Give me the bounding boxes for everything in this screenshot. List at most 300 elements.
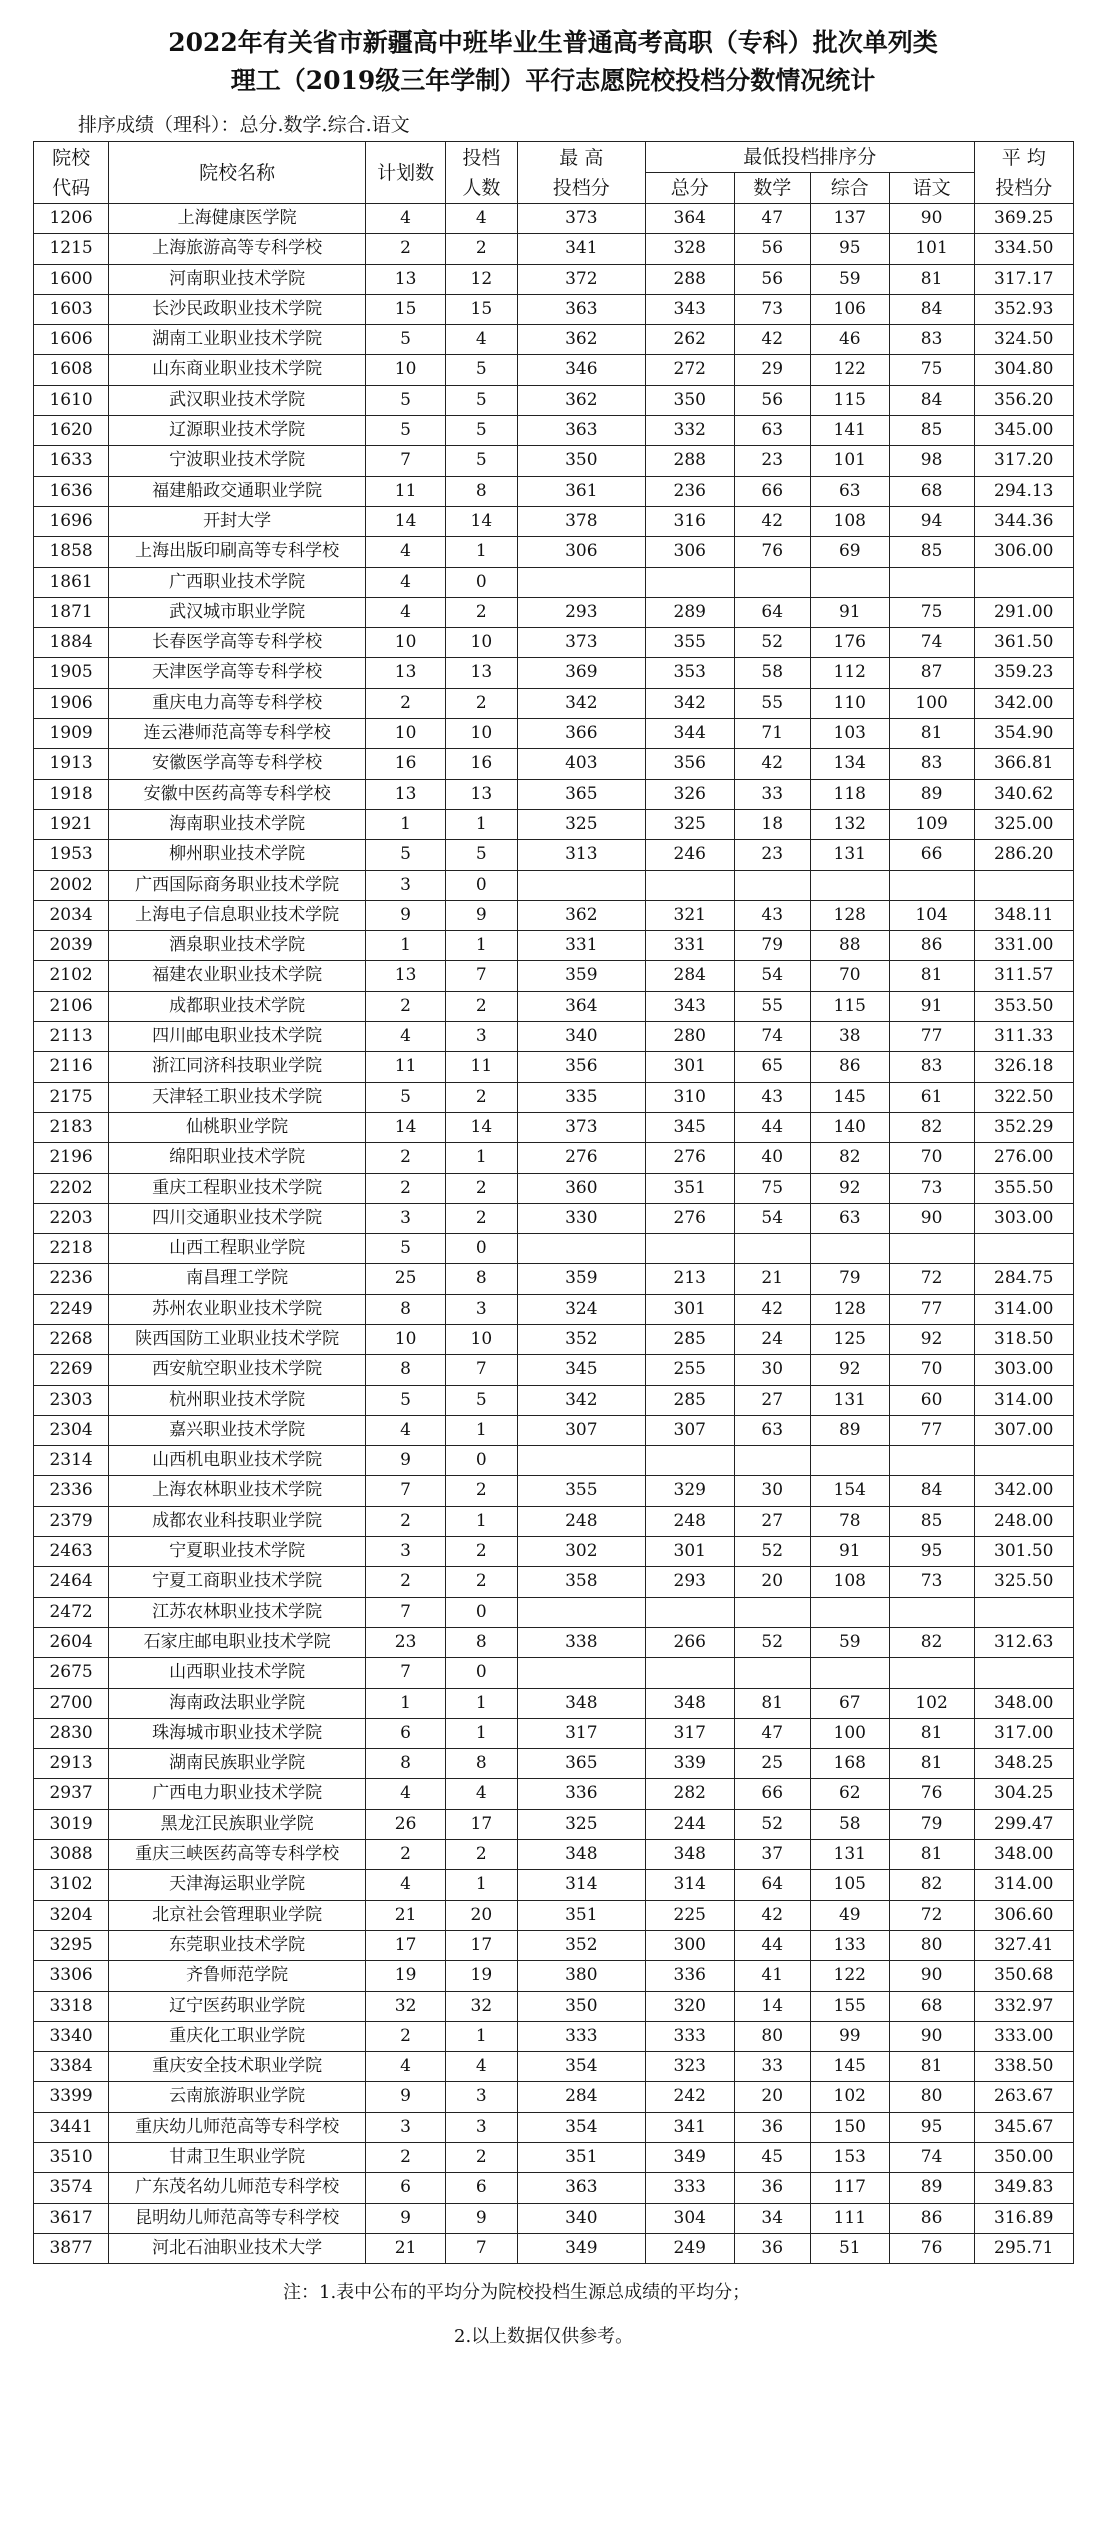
cell-avg: 350.00 (974, 2143, 1073, 2173)
table-row (34, 1870, 1074, 1900)
cell-plan: 2 (366, 1567, 446, 1597)
cell-total: 333 (646, 2173, 734, 2203)
cell-chinese: 61 (889, 1082, 974, 1112)
cell-math: 20 (734, 2082, 810, 2112)
cell-math: 23 (734, 840, 810, 870)
cell-name: 辽宁医药职业学院 (109, 1991, 366, 2021)
cell-admitted: 10 (446, 1324, 518, 1354)
cell-total: 304 (646, 2203, 734, 2233)
cell-avg: 263.67 (974, 2082, 1073, 2112)
cell-max: 293 (517, 597, 645, 627)
cell-name: 广西国际商务职业技术学院 (109, 870, 366, 900)
table-row (34, 1022, 1074, 1052)
cell-total: 285 (646, 1324, 734, 1354)
cell-avg (974, 870, 1073, 900)
cell-name: 开封大学 (109, 506, 366, 536)
cell-name: 甘肃卫生职业学院 (109, 2143, 366, 2173)
cell-plan: 6 (366, 1718, 446, 1748)
cell-max: 345 (517, 1355, 645, 1385)
cell-max: 359 (517, 961, 645, 991)
cell-max: 335 (517, 1082, 645, 1112)
cell-code: 3510 (34, 2143, 109, 2173)
cell-max: 306 (517, 537, 645, 567)
cell-name: 珠海城市职业技术学院 (109, 1718, 366, 1748)
cell-math: 56 (734, 234, 810, 264)
cell-avg: 306.60 (974, 1900, 1073, 1930)
cell-math: 55 (734, 991, 810, 1021)
cell-comp: 115 (810, 385, 889, 415)
cell-avg: 299.47 (974, 1809, 1073, 1839)
cell-code: 2039 (34, 931, 109, 961)
header-code-line2: 代码 (52, 176, 91, 199)
cell-total: 348 (646, 1840, 734, 1870)
cell-chinese: 80 (889, 1930, 974, 1960)
cell-avg: 312.63 (974, 1627, 1073, 1657)
cell-chinese: 70 (889, 1143, 974, 1173)
cell-code: 2463 (34, 1537, 109, 1567)
cell-max: 369 (517, 658, 645, 688)
table-row (34, 900, 1074, 930)
cell-code: 2379 (34, 1506, 109, 1536)
cell-max: 325 (517, 809, 645, 839)
cell-comp: 145 (810, 1082, 889, 1112)
cell-math: 75 (734, 1173, 810, 1203)
cell-admitted: 7 (446, 1355, 518, 1385)
cell-name: 西安航空职业技术学院 (109, 1355, 366, 1385)
cell-plan: 4 (366, 597, 446, 627)
cell-comp: 115 (810, 991, 889, 1021)
cell-total: 244 (646, 1809, 734, 1839)
cell-admitted: 5 (446, 355, 518, 385)
cell-avg: 369.25 (974, 204, 1073, 234)
cell-math: 63 (734, 416, 810, 446)
header-max-line2: 投档分 (552, 176, 610, 199)
cell-avg: 291.00 (974, 597, 1073, 627)
cell-comp: 101 (810, 446, 889, 476)
cell-code: 3574 (34, 2173, 109, 2203)
cell-max (517, 1446, 645, 1476)
cell-name: 石家庄邮电职业技术学院 (109, 1627, 366, 1657)
cell-avg: 311.33 (974, 1022, 1073, 1052)
cell-chinese: 83 (889, 1052, 974, 1082)
cell-math: 79 (734, 931, 810, 961)
cell-chinese: 80 (889, 2082, 974, 2112)
cell-comp: 62 (810, 1779, 889, 1809)
cell-total: 276 (646, 1143, 734, 1173)
cell-plan: 23 (366, 1627, 446, 1657)
cell-max: 338 (517, 1627, 645, 1657)
cell-plan: 2 (366, 2143, 446, 2173)
cell-avg: 295.71 (974, 2233, 1073, 2263)
cell-admitted: 1 (446, 1506, 518, 1536)
cell-total (646, 870, 734, 900)
cell-max: 363 (517, 294, 645, 324)
cell-code: 3877 (34, 2233, 109, 2263)
cell-chinese: 74 (889, 2143, 974, 2173)
table-row (34, 1779, 1074, 1809)
cell-max: 330 (517, 1203, 645, 1233)
cell-name: 武汉职业技术学院 (109, 385, 366, 415)
table-row (34, 1809, 1074, 1839)
cell-math: 21 (734, 1264, 810, 1294)
cell-chinese: 73 (889, 1173, 974, 1203)
cell-comp: 38 (810, 1022, 889, 1052)
cell-admitted: 8 (446, 476, 518, 506)
cell-comp: 58 (810, 1809, 889, 1839)
cell-math: 20 (734, 1567, 810, 1597)
cell-plan: 5 (366, 416, 446, 446)
cell-total: 336 (646, 1961, 734, 1991)
cell-code: 1858 (34, 537, 109, 567)
cell-plan: 2 (366, 991, 446, 1021)
cell-code: 2304 (34, 1415, 109, 1445)
cell-name: 海南职业技术学院 (109, 809, 366, 839)
table-row (34, 1961, 1074, 1991)
header-max (517, 142, 645, 204)
cell-avg: 359.23 (974, 658, 1073, 688)
cell-chinese: 81 (889, 2052, 974, 2082)
cell-max: 361 (517, 476, 645, 506)
cell-total: 266 (646, 1627, 734, 1657)
cell-chinese: 76 (889, 2233, 974, 2263)
cell-math: 65 (734, 1052, 810, 1082)
cell-total: 288 (646, 446, 734, 476)
table-row (34, 688, 1074, 718)
cell-total: 249 (646, 2233, 734, 2263)
cell-admitted: 6 (446, 2173, 518, 2203)
table-row (34, 446, 1074, 476)
cell-total: 356 (646, 749, 734, 779)
cell-plan: 3 (366, 2112, 446, 2142)
cell-math: 47 (734, 1718, 810, 1748)
cell-name: 天津海运职业学院 (109, 1870, 366, 1900)
table-row (34, 1234, 1074, 1264)
cell-chinese: 89 (889, 779, 974, 809)
cell-comp: 92 (810, 1173, 889, 1203)
cell-name: 云南旅游职业学院 (109, 2082, 366, 2112)
cell-admitted: 8 (446, 1749, 518, 1779)
cell-total: 248 (646, 1506, 734, 1536)
cell-code: 2175 (34, 1082, 109, 1112)
cell-admitted: 5 (446, 446, 518, 476)
cell-avg: 276.00 (974, 1143, 1073, 1173)
cell-max: 248 (517, 1506, 645, 1536)
cell-plan: 7 (366, 1597, 446, 1627)
cell-max: 346 (517, 355, 645, 385)
table-row (34, 537, 1074, 567)
cell-total: 348 (646, 1688, 734, 1718)
cell-math: 47 (734, 204, 810, 234)
cell-total: 293 (646, 1567, 734, 1597)
cell-code: 3384 (34, 2052, 109, 2082)
cell-plan: 8 (366, 1749, 446, 1779)
cell-comp: 78 (810, 1506, 889, 1536)
cell-admitted: 3 (446, 2112, 518, 2142)
cell-admitted: 9 (446, 900, 518, 930)
cell-avg: 342.00 (974, 1476, 1073, 1506)
cell-avg: 327.41 (974, 1930, 1073, 1960)
cell-avg: 303.00 (974, 1355, 1073, 1385)
cell-code: 2102 (34, 961, 109, 991)
cell-code: 2303 (34, 1385, 109, 1415)
cell-admitted: 1 (446, 1143, 518, 1173)
cell-code: 2830 (34, 1718, 109, 1748)
cell-admitted: 1 (446, 809, 518, 839)
cell-code: 2183 (34, 1112, 109, 1142)
cell-avg: 342.00 (974, 688, 1073, 718)
cell-avg: 326.18 (974, 1052, 1073, 1082)
cell-comp: 59 (810, 264, 889, 294)
cell-name: 上海健康医学院 (109, 204, 366, 234)
cell-math (734, 1658, 810, 1688)
cell-chinese: 81 (889, 719, 974, 749)
cell-chinese: 68 (889, 1991, 974, 2021)
header-avg-line1: 平 均 (1001, 146, 1046, 169)
cell-code: 2269 (34, 1355, 109, 1385)
cell-chinese (889, 870, 974, 900)
cell-name: 海南政法职业学院 (109, 1688, 366, 1718)
cell-math: 14 (734, 1991, 810, 2021)
cell-avg: 349.83 (974, 2173, 1073, 2203)
cell-name: 浙江同济科技职业学院 (109, 1052, 366, 1082)
cell-plan: 15 (366, 294, 446, 324)
cell-chinese: 60 (889, 1385, 974, 1415)
cell-avg: 352.93 (974, 294, 1073, 324)
table-row (34, 1658, 1074, 1688)
cell-admitted: 2 (446, 1203, 518, 1233)
cell-avg: 248.00 (974, 1506, 1073, 1536)
cell-code: 2113 (34, 1022, 109, 1052)
table-row (34, 719, 1074, 749)
cell-max: 284 (517, 2082, 645, 2112)
cell-chinese: 90 (889, 1961, 974, 1991)
cell-comp: 128 (810, 900, 889, 930)
cell-code: 1215 (34, 234, 109, 264)
cell-plan: 2 (366, 1143, 446, 1173)
table-row (34, 1203, 1074, 1233)
cell-total: 364 (646, 204, 734, 234)
cell-code: 2464 (34, 1567, 109, 1597)
cell-math: 71 (734, 719, 810, 749)
cell-admitted: 10 (446, 628, 518, 658)
cell-max: 372 (517, 264, 645, 294)
cell-max: 350 (517, 446, 645, 476)
cell-avg: 325.00 (974, 809, 1073, 839)
cell-plan: 11 (366, 1052, 446, 1082)
cell-plan: 5 (366, 1385, 446, 1415)
cell-avg: 366.81 (974, 749, 1073, 779)
cell-admitted: 10 (446, 719, 518, 749)
cell-max: 362 (517, 385, 645, 415)
cell-code: 2202 (34, 1173, 109, 1203)
cell-code: 1871 (34, 597, 109, 627)
cell-comp: 145 (810, 2052, 889, 2082)
cell-math (734, 567, 810, 597)
cell-chinese: 84 (889, 294, 974, 324)
cell-max: 363 (517, 2173, 645, 2203)
cell-comp: 88 (810, 931, 889, 961)
cell-comp: 131 (810, 1385, 889, 1415)
cell-plan: 4 (366, 1022, 446, 1052)
table-row (34, 658, 1074, 688)
header-chinese: 语文 (889, 173, 974, 204)
cell-total: 328 (646, 234, 734, 264)
cell-total: 310 (646, 1082, 734, 1112)
cell-chinese: 89 (889, 2173, 974, 2203)
table-row (34, 870, 1074, 900)
cell-avg: 317.17 (974, 264, 1073, 294)
cell-math: 54 (734, 961, 810, 991)
cell-code: 1884 (34, 628, 109, 658)
table-row (34, 2143, 1074, 2173)
cell-avg: 311.57 (974, 961, 1073, 991)
cell-avg: 325.50 (974, 1567, 1073, 1597)
table-body (34, 204, 1074, 2264)
cell-chinese: 91 (889, 991, 974, 1021)
cell-math: 63 (734, 1415, 810, 1445)
cell-comp: 49 (810, 1900, 889, 1930)
cell-admitted: 1 (446, 1688, 518, 1718)
cell-admitted: 17 (446, 1809, 518, 1839)
cell-admitted: 1 (446, 2021, 518, 2051)
cell-max: 378 (517, 506, 645, 536)
cell-chinese: 94 (889, 506, 974, 536)
cell-chinese: 81 (889, 961, 974, 991)
cell-avg (974, 1597, 1073, 1627)
cell-plan: 13 (366, 264, 446, 294)
cell-avg: 294.13 (974, 476, 1073, 506)
table-row (34, 1476, 1074, 1506)
cell-math: 40 (734, 1143, 810, 1173)
cell-math: 30 (734, 1355, 810, 1385)
cell-code: 2314 (34, 1446, 109, 1476)
cell-code: 2336 (34, 1476, 109, 1506)
cell-code: 1696 (34, 506, 109, 536)
table-row (34, 355, 1074, 385)
cell-name: 酒泉职业技术学院 (109, 931, 366, 961)
cell-admitted: 8 (446, 1264, 518, 1294)
cell-comp: 128 (810, 1294, 889, 1324)
cell-admitted: 2 (446, 597, 518, 627)
cell-total: 325 (646, 809, 734, 839)
cell-avg: 307.00 (974, 1415, 1073, 1445)
cell-code: 1620 (34, 416, 109, 446)
cell-admitted: 4 (446, 325, 518, 355)
cell-chinese (889, 1446, 974, 1476)
cell-admitted: 0 (446, 1597, 518, 1627)
cell-comp (810, 567, 889, 597)
cell-admitted: 2 (446, 991, 518, 1021)
cell-total: 307 (646, 1415, 734, 1445)
cell-code: 1636 (34, 476, 109, 506)
cell-code: 1606 (34, 325, 109, 355)
cell-math: 54 (734, 1203, 810, 1233)
cell-code: 2700 (34, 1688, 109, 1718)
cell-plan: 5 (366, 1234, 446, 1264)
cell-name: 河北石油职业技术大学 (109, 2233, 366, 2263)
cell-name: 重庆幼儿师范高等专科学校 (109, 2112, 366, 2142)
table-row (34, 1264, 1074, 1294)
cell-comp: 79 (810, 1264, 889, 1294)
header-max-line1: 最 高 (559, 146, 604, 169)
cell-plan: 10 (366, 1324, 446, 1354)
table-row (34, 597, 1074, 627)
cell-total: 301 (646, 1537, 734, 1567)
cell-chinese: 68 (889, 476, 974, 506)
cell-max (517, 1234, 645, 1264)
cell-code: 2106 (34, 991, 109, 1021)
cell-code: 3204 (34, 1900, 109, 1930)
cell-max: 355 (517, 1476, 645, 1506)
cell-total: 355 (646, 628, 734, 658)
cell-comp: 89 (810, 1415, 889, 1445)
cell-max: 348 (517, 1688, 645, 1718)
cell-math: 30 (734, 1476, 810, 1506)
cell-plan: 4 (366, 2052, 446, 2082)
cell-max: 307 (517, 1415, 645, 1445)
cell-math: 52 (734, 1627, 810, 1657)
cell-chinese: 90 (889, 204, 974, 234)
cell-total: 326 (646, 779, 734, 809)
cell-name: 武汉城市职业学院 (109, 597, 366, 627)
cell-plan: 16 (366, 749, 446, 779)
cell-comp: 102 (810, 2082, 889, 2112)
cell-plan: 2 (366, 1506, 446, 1536)
cell-avg: 314.00 (974, 1385, 1073, 1415)
cell-name: 上海出版印刷高等专科学校 (109, 537, 366, 567)
cell-comp: 134 (810, 749, 889, 779)
cell-comp: 122 (810, 1961, 889, 1991)
cell-max: 349 (517, 2233, 645, 2263)
cell-code: 2002 (34, 870, 109, 900)
cell-admitted: 19 (446, 1961, 518, 1991)
cell-avg: 354.90 (974, 719, 1073, 749)
cell-admitted: 2 (446, 1840, 518, 1870)
header-total: 总分 (646, 173, 734, 204)
cell-admitted: 2 (446, 2143, 518, 2173)
cell-avg (974, 1234, 1073, 1264)
cell-total: 285 (646, 1385, 734, 1415)
cell-admitted: 12 (446, 264, 518, 294)
cell-comp: 99 (810, 2021, 889, 2051)
cell-admitted: 13 (446, 779, 518, 809)
cell-admitted: 1 (446, 1415, 518, 1445)
cell-name: 上海农林职业技术学院 (109, 1476, 366, 1506)
cell-avg: 318.50 (974, 1324, 1073, 1354)
cell-total: 306 (646, 537, 734, 567)
cell-avg: 322.50 (974, 1082, 1073, 1112)
cell-code: 3399 (34, 2082, 109, 2112)
cell-total: 262 (646, 325, 734, 355)
cell-max: 348 (517, 1840, 645, 1870)
table-row (34, 749, 1074, 779)
cell-plan: 4 (366, 1779, 446, 1809)
cell-plan: 9 (366, 2082, 446, 2112)
table-row (34, 506, 1074, 536)
cell-comp: 86 (810, 1052, 889, 1082)
cell-max: 341 (517, 234, 645, 264)
note-line-2: 2.以上数据仅供参考。 (454, 2326, 634, 2348)
cell-name: 连云港师范高等专科学校 (109, 719, 366, 749)
cell-avg: 348.25 (974, 1749, 1073, 1779)
cell-total (646, 567, 734, 597)
cell-math: 36 (734, 2173, 810, 2203)
cell-total: 213 (646, 1264, 734, 1294)
cell-comp: 108 (810, 1567, 889, 1597)
cell-name: 广东茂名幼儿师范专科学校 (109, 2173, 366, 2203)
cell-name: 四川交通职业技术学院 (109, 1203, 366, 1233)
cell-total (646, 1658, 734, 1688)
